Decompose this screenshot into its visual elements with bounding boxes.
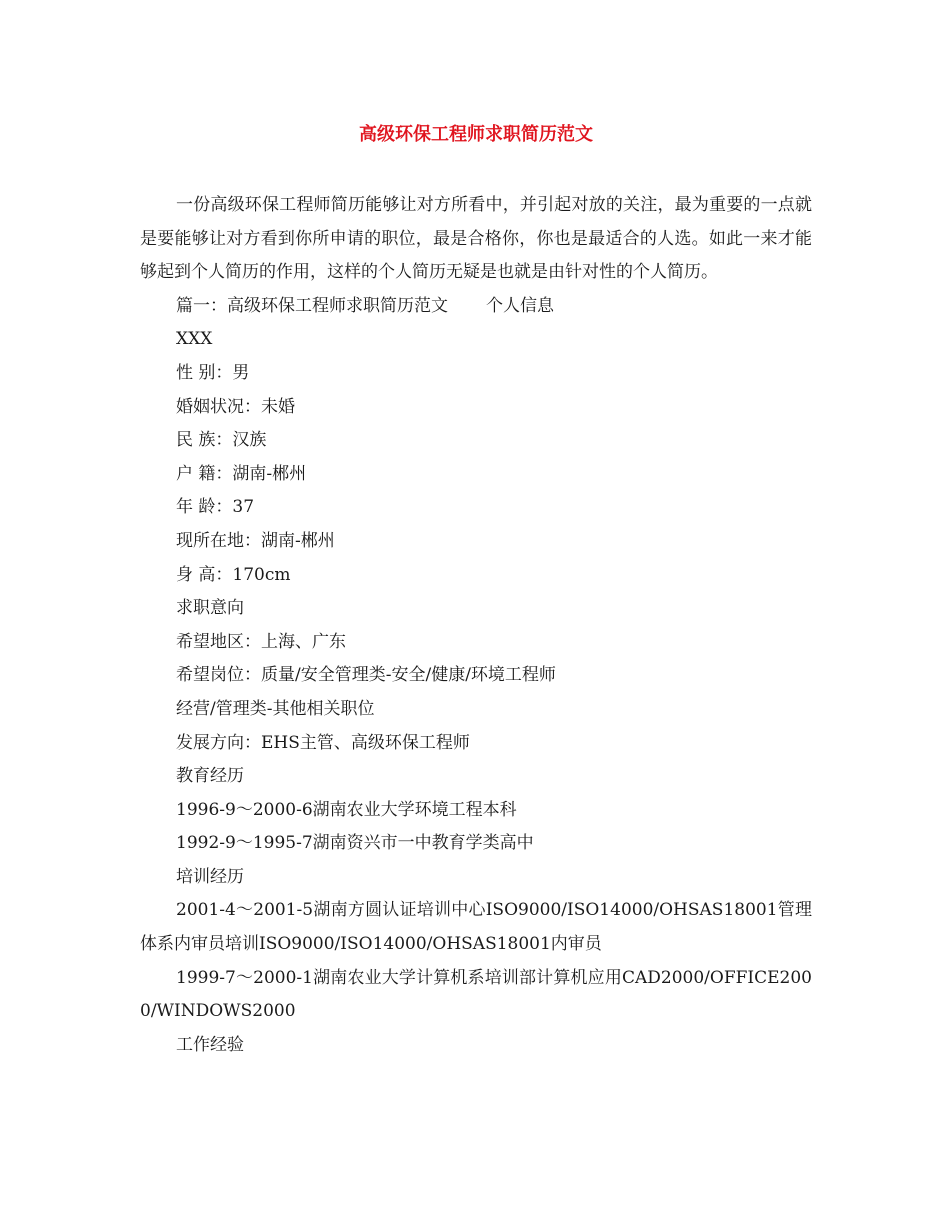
info-line-household-registration: 户 籍：湖南-郴州 (176, 463, 307, 484)
section-heading: 篇一：高级环保工程师求职简历范文 (176, 295, 448, 316)
info-line-ethnicity: 民 族：汉族 (176, 430, 267, 451)
heading-job-intention: 求职意向 (176, 598, 244, 619)
section-subheading: 个人信息 (486, 295, 554, 316)
heading-education: 教育经历 (176, 766, 244, 787)
training-item: 2001-4～2001-5湖南方圆认证培训中心ISO9000/ISO14000/OHSAS18001管理体系内审员培训ISO9000/ISO14000/OHSAS18001内审员 (140, 900, 812, 955)
info-line-age: 年 龄：37 (176, 497, 255, 518)
info-line-desired-region: 希望地区：上海、广东 (176, 631, 346, 652)
info-line-development-direction: 发展方向：EHS主管、高级环保工程师 (176, 732, 470, 753)
info-line-height: 身 高：170cm (176, 564, 291, 585)
info-line-current-location: 现所在地：湖南-郴州 (176, 530, 335, 551)
heading-training: 培训经历 (176, 866, 244, 887)
info-line-desired-position: 希望岗位：质量/安全管理类-安全/健康/环境工程师 (176, 665, 556, 686)
training-item: 1999-7～2000-1湖南农业大学计算机系培训部计算机应用CAD2000/OFFICE2000/WINDOWS2000 (140, 967, 812, 1022)
info-line-gender: 性 别：男 (176, 362, 250, 383)
section-heading-line (140, 290, 812, 324)
info-line-marital-status: 婚姻状况：未婚 (176, 396, 295, 417)
education-item: 1996-9～2000-6湖南农业大学环境工程本科 (176, 799, 517, 820)
document-body (140, 189, 812, 1062)
education-item: 1992-9～1995-7湖南资兴市一中教育学类高中 (176, 833, 534, 854)
intro-paragraph: 一份高级环保工程师简历能够让对方所看中，并引起对放的关注，最为重要的一点就是要能够让对方看到你所申请的职位，最是合格你，你也是最适合的人选。如此一来才能够起到个人简历的作用，这样的个人简历无疑是也就是由针对性的个人简历。 (140, 195, 812, 283)
heading-work-experience: 工作经验 (176, 1034, 244, 1055)
info-line-name: XXX (176, 329, 213, 350)
document-title: 高级环保工程师求职简历范文 (359, 124, 593, 145)
info-line-other-position: 经营/管理类-其他相关职位 (176, 698, 375, 719)
